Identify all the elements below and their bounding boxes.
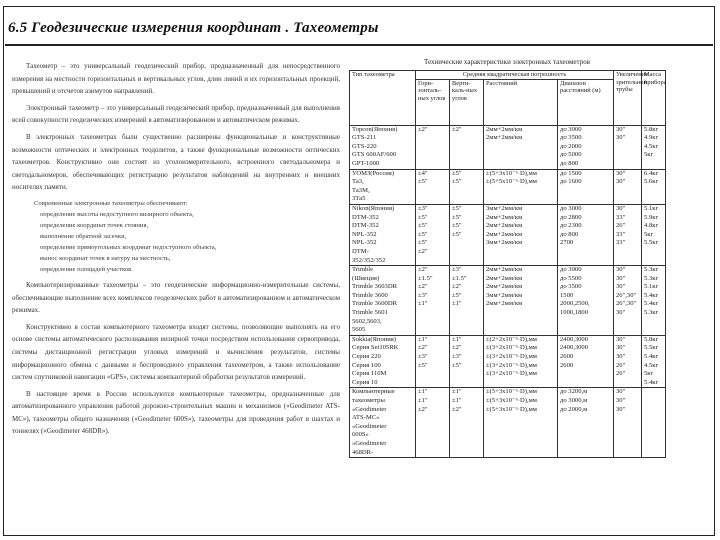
- cell-line: Та3,: [352, 178, 364, 186]
- cell-line: 30": [616, 178, 626, 186]
- cell-line: ±3": [418, 353, 428, 361]
- cell-line: 30": [616, 134, 626, 142]
- cell-line: ±2": [452, 283, 462, 291]
- cell-line: ±1.5": [452, 274, 467, 282]
- cell-line: ±(3+2х10⁻⁶·D),мм: [486, 344, 537, 352]
- cell-line: до 1600: [560, 178, 582, 186]
- table-row: [350, 169, 666, 204]
- table-caption: Технические характеристики электронных тахеометров: [424, 58, 590, 66]
- list-heading: Современные электронные тахеометры обеспечивают:: [34, 199, 188, 207]
- cell-line: ±1": [418, 397, 428, 404]
- cell-distance: [484, 204, 558, 265]
- cell-line: до 3000: [560, 204, 582, 212]
- cell-range: [558, 204, 614, 265]
- cell-line: 33": [616, 230, 626, 238]
- cell-line: до 800: [560, 159, 579, 167]
- table-row: [350, 204, 666, 265]
- cell-horizontal: [416, 388, 450, 458]
- cell-line: 30": [616, 204, 626, 212]
- cell-line: ±1": [418, 300, 428, 308]
- cell-line: ±5": [452, 204, 462, 212]
- cell-range: [558, 388, 614, 458]
- cell-vertical: [450, 204, 484, 265]
- cell-line: ±2": [418, 266, 428, 274]
- cell-line: ±(3+2х10⁻⁶·D),мм: [486, 353, 537, 361]
- cell-line: ±1": [418, 388, 428, 396]
- cell-line: ±1": [452, 300, 462, 308]
- cell-line: ±2": [418, 405, 428, 413]
- cell-type: [350, 335, 416, 388]
- cell-horizontal: [416, 125, 450, 169]
- cell-line: ±(5+3х10⁻⁶·D),мм: [486, 388, 537, 396]
- cell-line: ±5": [418, 178, 428, 186]
- cell-line: ±4": [418, 169, 428, 177]
- cell-line: ±2": [452, 125, 462, 133]
- cell-line: ±3": [452, 266, 462, 274]
- cell-line: Trimble 3603DR: [352, 283, 398, 291]
- cell-line: 2400,3000: [560, 335, 589, 343]
- cell-line: (Швеция): [352, 274, 380, 282]
- header-horizontal: Гори-зонталь-ных углов: [416, 79, 450, 125]
- cell-line: 30": [616, 125, 626, 133]
- cell-vertical: [450, 388, 484, 458]
- cell-line: УОМЗ(Россия): [352, 169, 395, 177]
- cell-line: 2600: [560, 353, 574, 361]
- header-vertical: Верти-каль-ных углов: [450, 79, 484, 125]
- cell-line: 5.4кг: [644, 378, 659, 386]
- cell-line: до 3500: [560, 134, 582, 142]
- cell-line: Topcon(Япония): [352, 125, 398, 133]
- cell-line: 5.9кг: [644, 213, 659, 221]
- cell-line: 30": [616, 283, 626, 291]
- cell-line: ±5": [452, 291, 462, 299]
- cell-line: 4.5кг: [644, 361, 659, 369]
- cell-line: 2700: [560, 239, 574, 247]
- cell-line: до 2000,м: [560, 405, 588, 413]
- cell-line: 2мм+2мм/км: [486, 230, 523, 238]
- paragraph-4: Компьютеризированные тахеометры – это геодезические информационно-измерительные системы, обеспечивающие выполнение всех комплексов геодезических работ в автоматизированном и автоматическом режимах.: [12, 280, 340, 315]
- cell-line: 2мм+2мм/км: [486, 283, 523, 291]
- cell-line: до 3200,м: [560, 388, 588, 396]
- cell-weight: [642, 266, 666, 336]
- list-item: определение координат точек стояния,: [40, 221, 149, 229]
- table-row: [350, 266, 666, 336]
- cell-magnification: [614, 125, 642, 169]
- cell-line: ±3": [418, 204, 428, 212]
- cell-line: 5.3кг: [644, 309, 659, 317]
- cell-line: ±5": [418, 361, 428, 369]
- cell-line: 2мм+2мм/км: [486, 300, 523, 308]
- paragraph-6: В настоящее время в России используются компьютерные тахеометры, предназначенные для автоматизированного управления работой дорожно-строительных машин и механизмов («Geodimeter ATS-MC»), тахеометры общего назначения («Geodimeter 600S»), тахеометры для проведения работ в шахтах и тоннелях («Geodimeter 468DR»).: [12, 389, 340, 436]
- cell-line: 5.8кг: [644, 125, 659, 133]
- cell-distance: [484, 335, 558, 388]
- cell-distance: [484, 388, 558, 458]
- cell-line: 30": [616, 353, 626, 361]
- cell-line: 5кг: [644, 230, 654, 238]
- header-type: Тип тахеометра: [350, 71, 416, 126]
- body-text: [12, 60, 340, 530]
- cell-distance: [484, 266, 558, 336]
- cell-line: 6.4кг: [644, 169, 659, 177]
- cell-line: до 5500: [560, 274, 582, 282]
- cell-line: 30": [616, 405, 626, 413]
- cell-line: ±(3+2х10⁻⁶·D),мм: [486, 361, 537, 369]
- cell-line: 30": [616, 309, 626, 317]
- cell-line: 2000,2500,: [560, 300, 590, 308]
- cell-line: ±(5+3х10⁻⁶·D),мм: [486, 405, 537, 413]
- cell-line: ±5": [452, 230, 462, 238]
- cell-line: 26",30": [616, 300, 637, 308]
- cell-line: 26": [616, 370, 626, 378]
- list-item: вынос координат точек в натуру на местность,: [40, 254, 171, 262]
- cell-magnification: [614, 204, 642, 265]
- cell-line: ±1.5": [418, 274, 433, 282]
- cell-line: тахеометры: [352, 397, 385, 404]
- cell-magnification: [614, 388, 642, 458]
- cell-line: 4.9кг: [644, 134, 659, 142]
- cell-type: [350, 388, 416, 458]
- header-range: Диапазон расстояний (м): [558, 79, 614, 125]
- cell-type: [350, 266, 416, 336]
- cell-line: 352/352/352: [352, 256, 386, 264]
- cell-line: ±2": [452, 405, 462, 413]
- cell-vertical: [450, 266, 484, 336]
- cell-line: 30": [616, 344, 626, 352]
- specs-table: [349, 70, 666, 458]
- cell-line: 5.5кг: [644, 344, 659, 352]
- cell-line: 5.1кг: [644, 204, 659, 212]
- cell-line: ±5": [452, 213, 462, 221]
- cell-magnification: [614, 335, 642, 388]
- cell-horizontal: [416, 169, 450, 204]
- cell-line: до 3000: [560, 266, 582, 274]
- cell-line: Trimble 3600DR: [352, 300, 398, 308]
- cell-line: 4.5кг: [644, 142, 659, 150]
- cell-line: до 2300: [560, 222, 582, 230]
- title-divider: [5, 44, 713, 46]
- cell-line: 5.3кг: [644, 266, 659, 274]
- cell-line: 3мм+2мм/км: [486, 239, 523, 247]
- cell-line: Nikon(Япония): [352, 204, 395, 212]
- cell-line: 5605: [352, 326, 366, 334]
- cell-line: 5.1кг: [644, 283, 659, 291]
- paragraph-3: В электронных тахеометрах были существенно расширены функциональные и конструктивные возможности оптических и электронных теодолитов, а также функциональные возможности оптических тахеометров. Конструктивно они состоят из уголоизмерительного, встроенного светодальномера и светодальномеров, обеспечивающих регистрацию результатов наблюдений на внутренних и внешних носителях памяти.: [12, 132, 340, 192]
- cell-line: Sokkia(Япония): [352, 335, 397, 343]
- cell-line: до 1500: [560, 169, 582, 177]
- cell-line: 2мм+2мм/км: [486, 274, 523, 282]
- header-magnification: Увеличение зрительной трубы: [614, 71, 642, 126]
- cell-distance: [484, 125, 558, 169]
- cell-range: [558, 125, 614, 169]
- cell-line: ±3": [452, 353, 462, 361]
- cell-line: 3Та5: [352, 195, 366, 203]
- cell-line: 26": [616, 222, 626, 230]
- cell-line: ±5": [418, 230, 428, 238]
- cell-distance: [484, 169, 558, 204]
- cell-line: 2мм+2мм/км: [486, 125, 523, 133]
- cell-vertical: [450, 335, 484, 388]
- cell-magnification: [614, 169, 642, 204]
- cell-line: 33": [616, 213, 626, 221]
- cell-line: GPT-1000: [352, 159, 380, 167]
- cell-line: GTS-211: [352, 134, 377, 142]
- cell-line: 3мм+2мм/км: [486, 204, 523, 212]
- cell-line: Trimble 3600: [352, 291, 388, 299]
- cell-line: 600S»: [352, 431, 369, 439]
- list-item: определение площадей участков.: [40, 265, 133, 273]
- cell-weight: [642, 388, 666, 458]
- cell-line: ±1": [452, 388, 462, 396]
- cell-line: 5.4кг: [644, 300, 659, 308]
- cell-weight: [642, 204, 666, 265]
- cell-line: до 3000,м: [560, 397, 588, 404]
- cell-line: 30": [616, 169, 626, 177]
- cell-type: [350, 169, 416, 204]
- cell-line: Серия 10: [352, 378, 378, 386]
- cell-range: [558, 335, 614, 388]
- cell-line: «Geodimeter: [352, 439, 387, 447]
- table-row: [350, 125, 666, 169]
- cell-line: 5.4кг: [644, 353, 659, 361]
- cell-line: 30": [616, 274, 626, 282]
- cell-range: [558, 266, 614, 336]
- cell-line: Trimble: [352, 266, 374, 274]
- list-item: определение высоты недоступного визирного объекта,: [40, 210, 194, 218]
- cell-line: 2600: [560, 361, 574, 369]
- cell-line: 468DR-: [352, 448, 374, 456]
- specs-table-container: [349, 58, 665, 458]
- cell-line: Та3М,: [352, 186, 370, 194]
- cell-line: Серия Set105RK: [352, 344, 399, 352]
- cell-line: ±3": [418, 291, 428, 299]
- cell-line: ±5": [452, 169, 462, 177]
- cell-range: [558, 169, 614, 204]
- cell-line: 30": [616, 335, 626, 343]
- cell-line: ±(5+5х10⁻⁶·D),мм: [486, 178, 537, 186]
- cell-horizontal: [416, 266, 450, 336]
- cell-line: 26": [616, 361, 626, 369]
- cell-line: ±5": [418, 213, 428, 221]
- cell-line: 2мм+2мм/км: [486, 213, 523, 221]
- cell-horizontal: [416, 204, 450, 265]
- cell-line: «Geodimeter: [352, 422, 387, 430]
- cell-line: до 800: [560, 230, 579, 238]
- header-row: [350, 71, 666, 80]
- cell-line: ±2": [418, 344, 428, 352]
- cell-line: 30": [616, 388, 626, 396]
- cell-line: ±2": [418, 247, 428, 255]
- cell-line: GTS 600AF/600: [352, 151, 397, 159]
- cell-line: 3мм+2мм/км: [486, 291, 523, 299]
- cell-line: NPL-352: [352, 239, 377, 247]
- cell-type: [350, 125, 416, 169]
- cell-line: до 2000: [560, 142, 582, 150]
- cell-line: 4.8кг: [644, 222, 659, 230]
- cell-line: Trimble 5601: [352, 309, 388, 317]
- cell-line: Серия 110М: [352, 370, 387, 378]
- cell-line: 2мм+2мм/км: [486, 266, 523, 274]
- cell-line: DTM-: [352, 247, 369, 255]
- cell-line: ±2": [452, 344, 462, 352]
- cell-weight: [642, 125, 666, 169]
- cell-line: ±5": [452, 361, 462, 369]
- cell-magnification: [614, 266, 642, 336]
- cell-line: 2мм+2мм/км: [486, 134, 523, 142]
- cell-line: 30": [616, 266, 626, 274]
- cell-line: 5кг: [644, 370, 654, 378]
- cell-line: «Geodimeter: [352, 405, 387, 413]
- cell-line: 5.8кг: [644, 335, 659, 343]
- cell-line: ±5": [452, 178, 462, 186]
- cell-line: ±1": [452, 335, 462, 343]
- cell-line: 1000,1800: [560, 309, 589, 317]
- cell-line: 5.4кг: [644, 291, 659, 299]
- cell-line: 26",30": [616, 291, 637, 299]
- cell-line: 5.6кг: [644, 178, 659, 186]
- cell-line: 2400,3000: [560, 344, 589, 352]
- cell-line: DTM-352: [352, 222, 379, 230]
- slide-title: 6.5 Геодезические измерения координат . Тахеометры: [8, 20, 379, 36]
- cell-line: DTM-352: [352, 213, 379, 221]
- capabilities-list: [34, 198, 340, 275]
- paragraph-2: Электронный тахеометр – это универсальный геодезический прибор, предназначенный для выполнения всей совокупности геодезических измерений в автоматизированном и автоматическом режимах.: [12, 103, 340, 125]
- header-weight: Масса прибора: [642, 71, 666, 126]
- cell-line: ±(3+2х10⁻⁶·D),мм: [486, 370, 537, 378]
- cell-line: ±1": [418, 335, 428, 343]
- cell-line: ±2": [418, 283, 428, 291]
- cell-weight: [642, 335, 666, 388]
- cell-vertical: [450, 169, 484, 204]
- cell-type: [350, 204, 416, 265]
- paragraph-5: Конструктивно в состав компьютерного тахеометра входят системы, позволяющие выполнять на его основе системы автоматического распознавания визирной точки посредством использования сервопривода, системы дистанционной регистрации угловых измерений и вычисления результатов, системы информационного обмена с данными и беспроводного управления тахеометром, а также использование систем спутниковой навигации «GPS», системы компьютерной обработки результатов измерений.: [12, 322, 340, 382]
- cell-line: до 3000: [560, 125, 582, 133]
- cell-line: 5.3кг: [644, 274, 659, 282]
- cell-line: 5602,5603,: [352, 317, 382, 325]
- cell-line: ±5": [452, 222, 462, 230]
- table-body: [350, 125, 666, 458]
- cell-line: GTS-220: [352, 142, 377, 150]
- cell-line: Серия 100: [352, 361, 381, 369]
- cell-line: до 3500: [560, 283, 582, 291]
- cell-line: NPL-352: [352, 230, 377, 238]
- list-item: определение прямоугольных координат недоступного объекта,: [40, 243, 217, 251]
- cell-line: 30": [616, 397, 626, 404]
- cell-line: до 2800: [560, 213, 582, 221]
- table-row: [350, 388, 666, 458]
- cell-horizontal: [416, 335, 450, 388]
- cell-line: 33": [616, 239, 626, 247]
- header-distance: Расстояний: [484, 79, 558, 125]
- cell-line: ±2": [418, 125, 428, 133]
- cell-vertical: [450, 125, 484, 169]
- cell-line: ±(5+3х10⁻⁶·D),мм: [486, 169, 537, 177]
- cell-line: ±5": [418, 222, 428, 230]
- cell-line: Серия 220: [352, 353, 381, 361]
- cell-line: 1500: [560, 291, 574, 299]
- cell-line: ATS-MC»: [352, 414, 380, 422]
- paragraph-1: Тахеометр – это универсальный геодезический прибор, предназначенный для непосредственного измерения на местности горизонтальных и вертикальных углов, длин линий и их горизонтальных проекций, превышений и отсчетов азимутов направлений.: [12, 62, 340, 96]
- cell-line: ±5": [418, 239, 428, 247]
- header-accuracy-group: Средняя квадратическая погрешность: [416, 71, 614, 80]
- cell-line: до 5000: [560, 151, 582, 159]
- table-row: [350, 335, 666, 388]
- list-item: выполнение обратной засечки,: [40, 232, 127, 240]
- cell-line: ±1": [452, 397, 462, 404]
- cell-line: Компьютерные: [352, 388, 395, 396]
- cell-line: 5кг: [644, 151, 654, 159]
- cell-line: ±(2+2х10⁻⁶·D),мм: [486, 335, 537, 343]
- cell-line: 2мм+2мм/км: [486, 222, 523, 230]
- cell-line: 5.5кг: [644, 239, 659, 247]
- cell-weight: [642, 169, 666, 204]
- cell-line: ±(5+3х10⁻⁶·D),мм: [486, 397, 537, 404]
